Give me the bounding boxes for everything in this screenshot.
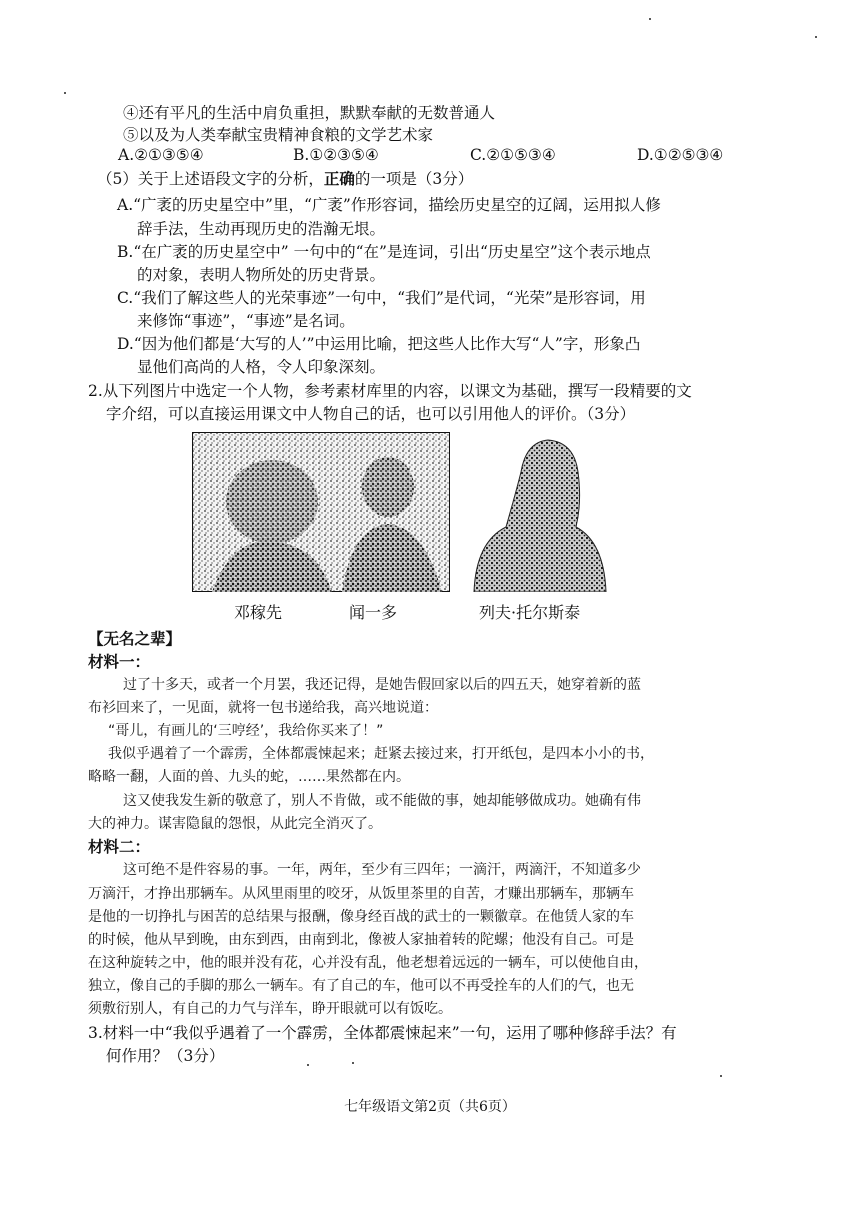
material-1-label: 材料一： xyxy=(88,652,151,671)
scan-speck xyxy=(352,1062,354,1064)
material-2-line: 万滴汗，才挣出那辆车。从风里雨里的咬牙，从饭里茶里的自苦，才赚出那辆车，那辆车 xyxy=(88,886,634,902)
photo-tolstoy xyxy=(466,432,614,592)
material-1-line: 大的神力。谋害隐鼠的怨恨，从此完全消灭了。 xyxy=(88,816,382,832)
material-2-line: 是他的一切挣扎与困苦的总结果与报酬，像身经百战的武士的一颗徽章。在他赁人家的车 xyxy=(88,909,634,925)
question-5-stem xyxy=(97,168,473,190)
material-1-line: 我似乎遇着了一个霹雳，全体都震悚起来；赶紧去接过来，打开纸包，是四本小小的书， xyxy=(108,746,654,762)
scan-speck xyxy=(720,1075,722,1077)
material-2-line: 这可绝不是件容易的事。一年，两年，至少有三四年；一滴汗，两滴汗，不知道多少 xyxy=(123,862,641,878)
question-5-line: 的对象，表明人物所处的历史背景。 xyxy=(137,266,386,284)
photo-deng-wen-image xyxy=(192,432,450,592)
scan-speck xyxy=(649,18,651,20)
scan-speck xyxy=(307,1064,309,1066)
material-2-line: 在这种旋转之中，他的眼并没有花，心并没有乱，他老想着远远的一辆车，可以使他自由， xyxy=(88,955,648,971)
material-1-line: 这又使我发生新的敬意了，别人不肯做，或不能做的事，她却能够做成功。她确有伟 xyxy=(123,793,641,809)
material-2-label: 材料二： xyxy=(88,837,151,856)
question-5-line: 来修饰“事迹”，“事迹”是名词。 xyxy=(137,312,355,330)
question-5-stem-bold: 正确 xyxy=(323,169,355,188)
scan-speck xyxy=(64,92,66,94)
caption-deng-jiaxian: 邓稼先 xyxy=(234,603,283,622)
question-3-line: 3.材料一中“我似乎遇着了一个霹雳，全体都震悚起来”一句，运用了哪种修辞手法？有 xyxy=(88,1024,677,1042)
caption-wen-yiduo: 闻一多 xyxy=(349,603,398,622)
material-2-line: 独立，像自己的手脚的那么一辆车。有了自己的车，他可以不再受拴车的人们的气，也无 xyxy=(88,978,634,994)
material-2-line: 须敷衍别人，有自己的力气与洋车，睁开眼就可以有饭吃。 xyxy=(88,1001,452,1017)
photo-tolstoy-image xyxy=(466,432,614,592)
material-1-line: “哥儿，有画儿的‘三哼经’，我给你买来了！” xyxy=(108,723,384,739)
photo-deng-wen xyxy=(192,432,450,592)
question-3-line: 何作用？（3分） xyxy=(106,1047,225,1065)
question-5-line: D.“因为他们都是‘大写的人’”中运用比喻，把这些人比作大写“人”字，形象凸 xyxy=(117,335,641,353)
material-2-line: 的时候，他从早到晚，由东到西，由南到北，像被人家抽着转的陀螺；他没有自己。可是 xyxy=(88,932,634,948)
question-5-line: C.“我们了解这些人的光荣事迹”一句中，“我们”是代词，“光荣”是形容词，用 xyxy=(117,289,646,307)
intro-item-4: ④还有平凡的生活中肩负重担，默默奉献的无数普通人 xyxy=(123,104,496,122)
option-a: A.②①③⑤④ xyxy=(118,146,204,164)
scan-speck xyxy=(815,36,817,38)
question-2-line: 字介绍，可以直接运用课文中人物自己的话，也可以引用他人的评价。（3分） xyxy=(106,405,636,423)
option-c: C.②①⑤③④ xyxy=(470,146,556,164)
option-d: D.①②⑤③④ xyxy=(637,146,724,164)
material-1-line: 略略一翻，人面的兽、九头的蛇，……果然都在内。 xyxy=(88,769,410,785)
material-1-line: 布衫回来了，一见面，就将一包书递给我，高兴地说道： xyxy=(88,700,438,716)
caption-tolstoy: 列夫·托尔斯泰 xyxy=(479,603,581,622)
question-5-stem-prefix: （5）关于上述语段文字的分析， xyxy=(97,170,324,188)
question-5-stem-suffix: 的一项是（3分） xyxy=(354,170,474,188)
question-5-line: 辞手法，生动再现历史的浩瀚无垠。 xyxy=(137,220,386,238)
question-5-line: 显他们高尚的人格，令人印象深刻。 xyxy=(137,358,386,376)
page-footer: 七年级语文第2页（共6页） xyxy=(344,1099,516,1115)
question-5-line: A.“广袤的历史星空中”里，“广袤”作形容词，描绘历史星空的辽阔，运用拟人修 xyxy=(117,196,661,214)
intro-item-5: ⑤以及为人类奉献宝贵精神食粮的文学艺术家 xyxy=(123,126,434,144)
material-1-line: 过了十多天，或者一个月罢，我还记得，是她告假回家以后的四五天，她穿着新的蓝 xyxy=(123,677,641,693)
question-2-line: 2.从下列图片中选定一个人物，参考素材库里的内容，以课文为基础，撰写一段精要的文 xyxy=(88,382,692,400)
section-title: 【无名之辈】 xyxy=(88,629,182,648)
option-b: B.①②③⑤④ xyxy=(293,146,379,164)
question-5-line: B.“在广袤的历史星空中” 一句中的“在”是连词，引出“历史星空”这个表示地点 xyxy=(117,243,651,261)
